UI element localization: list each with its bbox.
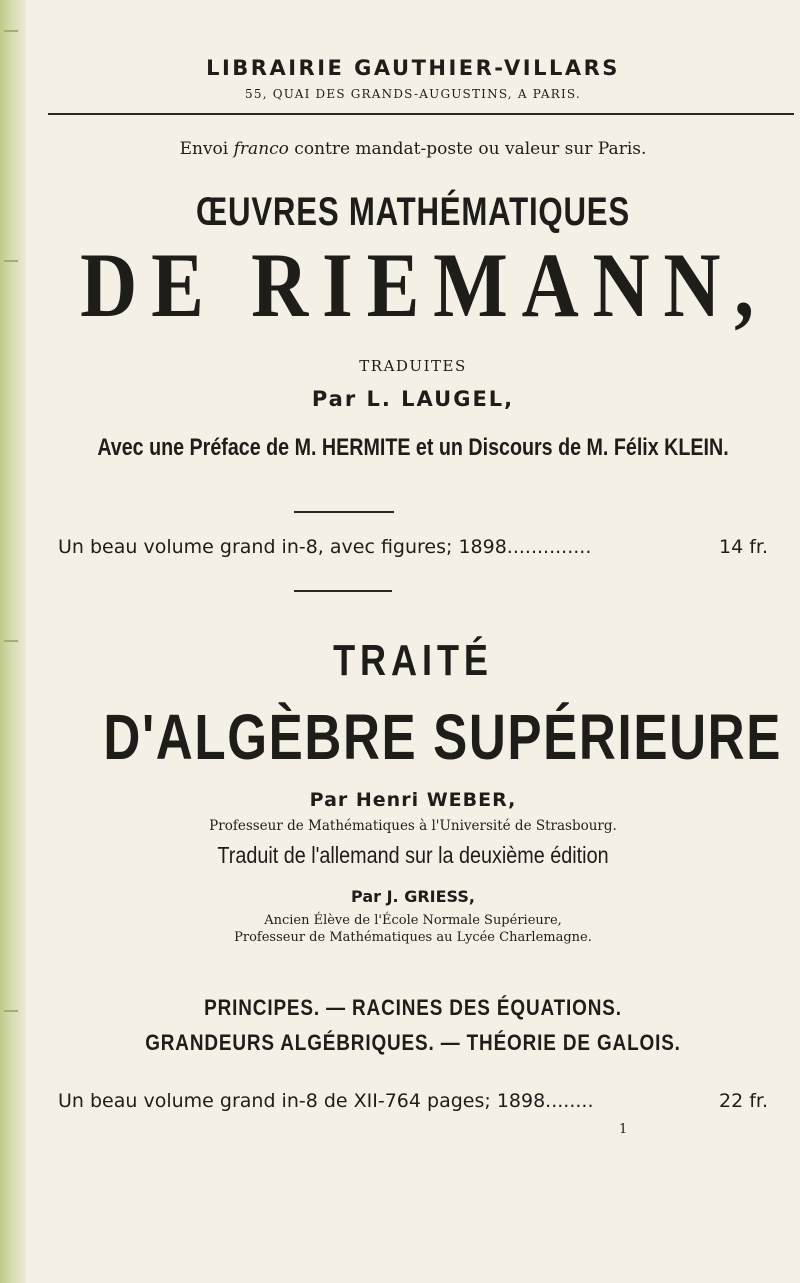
binding-mark	[4, 30, 18, 32]
binding-mark	[4, 260, 18, 262]
binding-mark	[4, 1010, 18, 1012]
publisher-address: 55, QUAI DES GRANDS-AUGUSTINS, A PARIS.	[245, 87, 581, 101]
book2-title-line1: TRAITÉ	[333, 636, 493, 685]
shipping-note: Envoi franco contre mandat-poste ou valeur sur Paris.	[179, 139, 647, 159]
page-number: 1	[619, 1122, 628, 1137]
publisher-name: LIBRAIRIE GAUTHIER-VILLARS	[206, 56, 620, 80]
book1-description-line	[58, 536, 768, 558]
page-edge-binding	[0, 0, 26, 1283]
book1-traduites: TRADUITES	[359, 357, 467, 375]
book2-description: Un beau volume grand in-8 de XII-764 pages; 1898........	[58, 1090, 594, 1112]
book2-translator-role1: Ancien Élève de l'École Normale Supérieure,	[264, 913, 562, 928]
book2-translator-role2: Professeur de Mathématiques au Lycée Charlemagne.	[234, 930, 592, 945]
book2-contents-line1: PRINCIPES. — RACINES DES ÉQUATIONS.	[204, 995, 622, 1020]
book1-translator: Par L. LAUGEL,	[311, 387, 515, 411]
book1-title-line2: DE RIEMANN,	[80, 234, 768, 336]
book1-preface: Avec une Préface de M. HERMITE et un Discours de M. Félix KLEIN.	[97, 434, 729, 461]
book1-title-line1: ŒUVRES MATHÉMATIQUES	[196, 190, 630, 234]
franco-word: franco	[233, 139, 289, 159]
book1-price: 14 fr.	[718, 536, 768, 558]
book2-translator: Par J. GRIESS,	[351, 887, 475, 906]
separator-rule	[294, 590, 392, 592]
separator-rule	[294, 511, 394, 513]
binding-mark	[4, 640, 18, 642]
book2-contents-line2: GRANDEURS ALGÉBRIQUES. — THÉORIE DE GALOIS.	[145, 1030, 681, 1055]
catalog-page	[26, 0, 800, 1283]
book1-description: Un beau volume grand in-8, avec figures; 1898..............	[58, 536, 592, 558]
book2-author: Par Henri WEBER,	[309, 789, 517, 811]
book2-author-role: Professeur de Mathématiques à l'Université de Strasbourg.	[209, 818, 617, 834]
book2-translated-from: Traduit de l'allemand sur la deuxième édition	[217, 842, 609, 868]
header-rule	[48, 113, 794, 115]
book2-price: 22 fr.	[718, 1090, 768, 1112]
book2-description-line	[58, 1090, 768, 1112]
book2-title-line2: D'ALGÈBRE SUPÉRIEURE	[103, 701, 782, 773]
